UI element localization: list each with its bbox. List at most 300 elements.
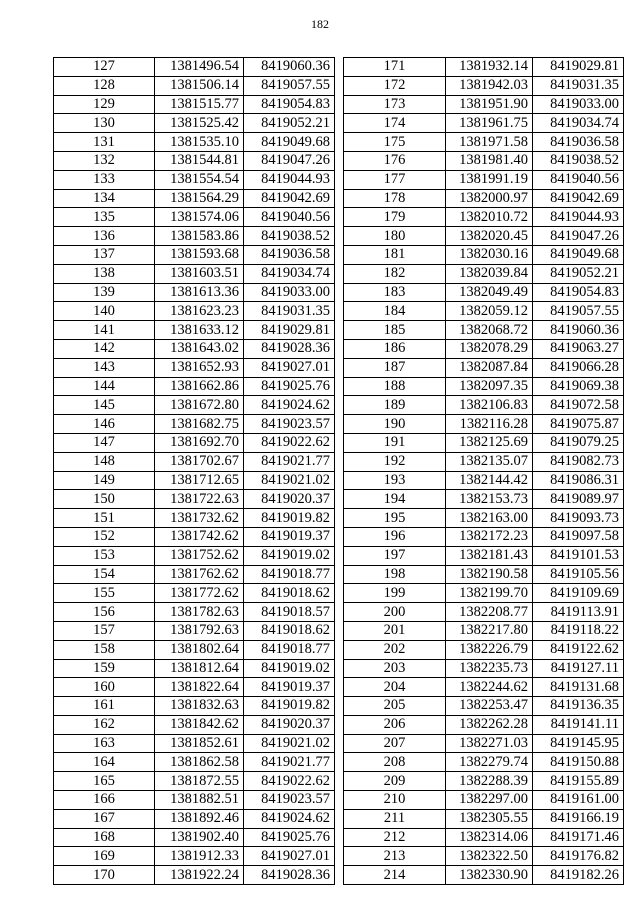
y-coordinate-cell: 8419049.68 <box>244 133 335 152</box>
table-row <box>344 828 624 847</box>
x-coordinate-cell: 1382190.58 <box>446 565 533 584</box>
point-number-cell: 213 <box>344 847 446 866</box>
table-row <box>344 565 624 584</box>
x-coordinate-cell: 1382217.80 <box>446 621 533 640</box>
x-coordinate-cell: 1382153.73 <box>446 490 533 509</box>
y-coordinate-cell: 8419052.21 <box>533 264 624 283</box>
x-coordinate-cell: 1382116.28 <box>446 415 533 434</box>
y-coordinate-cell: 8419166.19 <box>533 809 624 828</box>
y-coordinate-cell: 8419020.37 <box>244 715 335 734</box>
y-coordinate-cell: 8419063.27 <box>533 339 624 358</box>
x-coordinate-cell: 1382330.90 <box>446 866 533 885</box>
y-coordinate-cell: 8419069.38 <box>533 377 624 396</box>
point-number-cell: 159 <box>54 659 155 678</box>
point-number-cell: 170 <box>54 866 155 885</box>
x-coordinate-cell: 1382020.45 <box>446 227 533 246</box>
table-row <box>54 791 335 810</box>
table-row <box>344 415 624 434</box>
x-coordinate-cell: 1381732.62 <box>155 509 244 528</box>
table-row <box>344 245 624 264</box>
x-coordinate-cell: 1382235.73 <box>446 659 533 678</box>
x-coordinate-cell: 1381902.40 <box>155 828 244 847</box>
point-number-cell: 163 <box>54 734 155 753</box>
y-coordinate-cell: 8419019.37 <box>244 678 335 697</box>
table-row <box>54 264 335 283</box>
x-coordinate-cell: 1382030.16 <box>446 245 533 264</box>
table-row <box>344 76 624 95</box>
table-row <box>344 321 624 340</box>
table-row <box>344 264 624 283</box>
point-number-cell: 147 <box>54 433 155 452</box>
table-row <box>54 565 335 584</box>
y-coordinate-cell: 8419022.62 <box>244 772 335 791</box>
y-coordinate-cell: 8419036.58 <box>533 133 624 152</box>
y-coordinate-cell: 8419182.26 <box>533 866 624 885</box>
point-number-cell: 142 <box>54 339 155 358</box>
point-number-cell: 173 <box>344 95 446 114</box>
x-coordinate-cell: 1382039.84 <box>446 264 533 283</box>
y-coordinate-cell: 8419040.56 <box>533 170 624 189</box>
x-coordinate-cell: 1382262.28 <box>446 715 533 734</box>
y-coordinate-cell: 8419025.76 <box>244 377 335 396</box>
y-coordinate-cell: 8419029.81 <box>244 321 335 340</box>
point-number-cell: 152 <box>54 527 155 546</box>
table-row <box>54 396 335 415</box>
point-number-cell: 166 <box>54 791 155 810</box>
table-row <box>54 189 335 208</box>
point-number-cell: 134 <box>54 189 155 208</box>
point-number-cell: 168 <box>54 828 155 847</box>
x-coordinate-cell: 1382172.23 <box>446 527 533 546</box>
table-row <box>344 227 624 246</box>
table-row <box>344 847 624 866</box>
table-row <box>54 208 335 227</box>
point-number-cell: 206 <box>344 715 446 734</box>
y-coordinate-cell: 8419047.26 <box>533 227 624 246</box>
table-row <box>344 114 624 133</box>
y-coordinate-cell: 8419021.02 <box>244 471 335 490</box>
table-row <box>344 659 624 678</box>
y-coordinate-cell: 8419097.58 <box>533 527 624 546</box>
point-number-cell: 207 <box>344 734 446 753</box>
x-coordinate-cell: 1382078.29 <box>446 339 533 358</box>
y-coordinate-cell: 8419052.21 <box>244 114 335 133</box>
point-number-cell: 137 <box>54 245 155 264</box>
x-coordinate-cell: 1382181.43 <box>446 546 533 565</box>
y-coordinate-cell: 8419044.93 <box>244 170 335 189</box>
x-coordinate-cell: 1381872.55 <box>155 772 244 791</box>
x-coordinate-cell: 1381812.64 <box>155 659 244 678</box>
point-number-cell: 183 <box>344 283 446 302</box>
point-number-cell: 165 <box>54 772 155 791</box>
x-coordinate-cell: 1381752.62 <box>155 546 244 565</box>
point-number-cell: 156 <box>54 603 155 622</box>
table-row <box>54 809 335 828</box>
point-number-cell: 146 <box>54 415 155 434</box>
x-coordinate-cell: 1382322.50 <box>446 847 533 866</box>
y-coordinate-cell: 8419024.62 <box>244 809 335 828</box>
x-coordinate-cell: 1381772.62 <box>155 584 244 603</box>
x-coordinate-cell: 1381822.64 <box>155 678 244 697</box>
point-number-cell: 132 <box>54 151 155 170</box>
x-coordinate-cell: 1381722.63 <box>155 490 244 509</box>
y-coordinate-cell: 8419109.69 <box>533 584 624 603</box>
table-row <box>344 753 624 772</box>
point-number-cell: 139 <box>54 283 155 302</box>
x-coordinate-cell: 1381932.14 <box>446 58 533 77</box>
table-row <box>54 76 335 95</box>
y-coordinate-cell: 8419036.58 <box>244 245 335 264</box>
x-coordinate-cell: 1381961.75 <box>446 114 533 133</box>
table-row <box>54 659 335 678</box>
y-coordinate-cell: 8419060.36 <box>244 58 335 77</box>
table-row <box>54 95 335 114</box>
x-coordinate-cell: 1381623.23 <box>155 302 244 321</box>
x-coordinate-cell: 1381842.62 <box>155 715 244 734</box>
point-number-cell: 144 <box>54 377 155 396</box>
y-coordinate-cell: 8419057.55 <box>244 76 335 95</box>
x-coordinate-cell: 1381712.65 <box>155 471 244 490</box>
point-number-cell: 194 <box>344 490 446 509</box>
table-row <box>54 302 335 321</box>
table-row <box>54 452 335 471</box>
x-coordinate-cell: 1381672.80 <box>155 396 244 415</box>
y-coordinate-cell: 8419044.93 <box>533 208 624 227</box>
x-coordinate-cell: 1382049.49 <box>446 283 533 302</box>
y-coordinate-cell: 8419049.68 <box>533 245 624 264</box>
table-row <box>54 584 335 603</box>
table-row <box>54 527 335 546</box>
point-number-cell: 184 <box>344 302 446 321</box>
x-coordinate-cell: 1382010.72 <box>446 208 533 227</box>
table-row <box>344 283 624 302</box>
point-number-cell: 158 <box>54 640 155 659</box>
table-row <box>344 358 624 377</box>
table-row <box>344 809 624 828</box>
point-number-cell: 201 <box>344 621 446 640</box>
point-number-cell: 196 <box>344 527 446 546</box>
y-coordinate-cell: 8419019.82 <box>244 509 335 528</box>
y-coordinate-cell: 8419027.01 <box>244 358 335 377</box>
point-number-cell: 169 <box>54 847 155 866</box>
point-number-cell: 204 <box>344 678 446 697</box>
point-number-cell: 208 <box>344 753 446 772</box>
y-coordinate-cell: 8419082.73 <box>533 452 624 471</box>
y-coordinate-cell: 8419086.31 <box>533 471 624 490</box>
y-coordinate-cell: 8419047.26 <box>244 151 335 170</box>
x-coordinate-cell: 1382059.12 <box>446 302 533 321</box>
x-coordinate-cell: 1382305.55 <box>446 809 533 828</box>
x-coordinate-cell: 1381892.46 <box>155 809 244 828</box>
y-coordinate-cell: 8419038.52 <box>533 151 624 170</box>
y-coordinate-cell: 8419072.58 <box>533 396 624 415</box>
point-number-cell: 212 <box>344 828 446 847</box>
x-coordinate-cell: 1381832.63 <box>155 697 244 716</box>
y-coordinate-cell: 8419089.97 <box>533 490 624 509</box>
x-coordinate-cell: 1381702.67 <box>155 452 244 471</box>
table-row <box>344 734 624 753</box>
table-row <box>344 95 624 114</box>
point-number-cell: 176 <box>344 151 446 170</box>
y-coordinate-cell: 8419042.69 <box>244 189 335 208</box>
x-coordinate-cell: 1382068.72 <box>446 321 533 340</box>
coordinates-table-left <box>53 57 335 885</box>
table-row <box>344 471 624 490</box>
table-row <box>344 58 624 77</box>
table-row <box>344 170 624 189</box>
point-number-cell: 182 <box>344 264 446 283</box>
x-coordinate-cell: 1381613.36 <box>155 283 244 302</box>
y-coordinate-cell: 8419019.82 <box>244 697 335 716</box>
y-coordinate-cell: 8419018.77 <box>244 565 335 584</box>
table-row <box>344 509 624 528</box>
table-row <box>344 396 624 415</box>
x-coordinate-cell: 1382087.84 <box>446 358 533 377</box>
y-coordinate-cell: 8419033.00 <box>533 95 624 114</box>
y-coordinate-cell: 8419023.57 <box>244 415 335 434</box>
x-coordinate-cell: 1382163.00 <box>446 509 533 528</box>
y-coordinate-cell: 8419150.88 <box>533 753 624 772</box>
y-coordinate-cell: 8419054.83 <box>533 283 624 302</box>
x-coordinate-cell: 1381633.12 <box>155 321 244 340</box>
y-coordinate-cell: 8419022.62 <box>244 433 335 452</box>
table-row <box>344 621 624 640</box>
point-number-cell: 179 <box>344 208 446 227</box>
table-row <box>54 847 335 866</box>
y-coordinate-cell: 8419031.35 <box>533 76 624 95</box>
table-row <box>54 603 335 622</box>
table-row <box>54 358 335 377</box>
point-number-cell: 143 <box>54 358 155 377</box>
point-number-cell: 199 <box>344 584 446 603</box>
table-row <box>54 490 335 509</box>
table-row <box>54 471 335 490</box>
x-coordinate-cell: 1382279.74 <box>446 753 533 772</box>
point-number-cell: 135 <box>54 208 155 227</box>
x-coordinate-cell: 1381506.14 <box>155 76 244 95</box>
point-number-cell: 185 <box>344 321 446 340</box>
point-number-cell: 193 <box>344 471 446 490</box>
x-coordinate-cell: 1381603.51 <box>155 264 244 283</box>
table-row <box>54 828 335 847</box>
x-coordinate-cell: 1381971.58 <box>446 133 533 152</box>
table-row <box>344 302 624 321</box>
table-row <box>344 603 624 622</box>
y-coordinate-cell: 8419118.22 <box>533 621 624 640</box>
x-coordinate-cell: 1382297.00 <box>446 791 533 810</box>
table-row <box>54 170 335 189</box>
table-row <box>54 772 335 791</box>
y-coordinate-cell: 8419161.00 <box>533 791 624 810</box>
point-number-cell: 161 <box>54 697 155 716</box>
y-coordinate-cell: 8419101.53 <box>533 546 624 565</box>
x-coordinate-cell: 1381942.03 <box>446 76 533 95</box>
point-number-cell: 172 <box>344 76 446 95</box>
y-coordinate-cell: 8419105.56 <box>533 565 624 584</box>
table-row <box>344 189 624 208</box>
table-row <box>344 452 624 471</box>
x-coordinate-cell: 1381782.63 <box>155 603 244 622</box>
x-coordinate-cell: 1381535.10 <box>155 133 244 152</box>
x-coordinate-cell: 1381951.90 <box>446 95 533 114</box>
x-coordinate-cell: 1381554.54 <box>155 170 244 189</box>
x-coordinate-cell: 1381991.19 <box>446 170 533 189</box>
point-number-cell: 150 <box>54 490 155 509</box>
table-row <box>54 433 335 452</box>
point-number-cell: 171 <box>344 58 446 77</box>
table-row <box>344 772 624 791</box>
point-number-cell: 133 <box>54 170 155 189</box>
table-row <box>344 339 624 358</box>
y-coordinate-cell: 8419040.56 <box>244 208 335 227</box>
point-number-cell: 151 <box>54 509 155 528</box>
table-row <box>54 715 335 734</box>
point-number-cell: 205 <box>344 697 446 716</box>
point-number-cell: 154 <box>54 565 155 584</box>
point-number-cell: 157 <box>54 621 155 640</box>
y-coordinate-cell: 8419019.02 <box>244 546 335 565</box>
x-coordinate-cell: 1381862.58 <box>155 753 244 772</box>
table-row <box>54 866 335 885</box>
point-number-cell: 197 <box>344 546 446 565</box>
table-row <box>54 227 335 246</box>
x-coordinate-cell: 1382097.35 <box>446 377 533 396</box>
x-coordinate-cell: 1381682.75 <box>155 415 244 434</box>
point-number-cell: 160 <box>54 678 155 697</box>
x-coordinate-cell: 1382125.69 <box>446 433 533 452</box>
y-coordinate-cell: 8419028.36 <box>244 339 335 358</box>
point-number-cell: 202 <box>344 640 446 659</box>
y-coordinate-cell: 8419176.82 <box>533 847 624 866</box>
y-coordinate-cell: 8419031.35 <box>244 302 335 321</box>
y-coordinate-cell: 8419131.68 <box>533 678 624 697</box>
x-coordinate-cell: 1382135.07 <box>446 452 533 471</box>
point-number-cell: 190 <box>344 415 446 434</box>
y-coordinate-cell: 8419042.69 <box>533 189 624 208</box>
point-number-cell: 129 <box>54 95 155 114</box>
table-row <box>54 678 335 697</box>
table-row <box>54 621 335 640</box>
x-coordinate-cell: 1381692.70 <box>155 433 244 452</box>
x-coordinate-cell: 1381802.64 <box>155 640 244 659</box>
page-number: 182 <box>311 17 329 31</box>
x-coordinate-cell: 1381652.93 <box>155 358 244 377</box>
table-row <box>54 321 335 340</box>
y-coordinate-cell: 8419023.57 <box>244 791 335 810</box>
table-row <box>54 753 335 772</box>
x-coordinate-cell: 1382253.47 <box>446 697 533 716</box>
y-coordinate-cell: 8419038.52 <box>244 227 335 246</box>
x-coordinate-cell: 1381525.42 <box>155 114 244 133</box>
x-coordinate-cell: 1382000.97 <box>446 189 533 208</box>
y-coordinate-cell: 8419019.37 <box>244 527 335 546</box>
point-number-cell: 191 <box>344 433 446 452</box>
y-coordinate-cell: 8419155.89 <box>533 772 624 791</box>
x-coordinate-cell: 1381762.62 <box>155 565 244 584</box>
point-number-cell: 131 <box>54 133 155 152</box>
y-coordinate-cell: 8419021.77 <box>244 753 335 772</box>
point-number-cell: 162 <box>54 715 155 734</box>
y-coordinate-cell: 8419028.36 <box>244 866 335 885</box>
x-coordinate-cell: 1381574.06 <box>155 208 244 227</box>
y-coordinate-cell: 8419021.02 <box>244 734 335 753</box>
table-row <box>54 640 335 659</box>
table-row <box>344 584 624 603</box>
point-number-cell: 148 <box>54 452 155 471</box>
table-row <box>54 734 335 753</box>
y-coordinate-cell: 8419018.77 <box>244 640 335 659</box>
x-coordinate-cell: 1381922.24 <box>155 866 244 885</box>
x-coordinate-cell: 1382199.70 <box>446 584 533 603</box>
point-number-cell: 178 <box>344 189 446 208</box>
x-coordinate-cell: 1381662.86 <box>155 377 244 396</box>
table-row <box>54 339 335 358</box>
point-number-cell: 164 <box>54 753 155 772</box>
point-number-cell: 180 <box>344 227 446 246</box>
y-coordinate-cell: 8419019.02 <box>244 659 335 678</box>
coordinates-table-right <box>343 57 624 885</box>
y-coordinate-cell: 8419018.62 <box>244 584 335 603</box>
x-coordinate-cell: 1382106.83 <box>446 396 533 415</box>
point-number-cell: 198 <box>344 565 446 584</box>
y-coordinate-cell: 8419021.77 <box>244 452 335 471</box>
point-number-cell: 203 <box>344 659 446 678</box>
table-row <box>344 208 624 227</box>
point-number-cell: 140 <box>54 302 155 321</box>
table-row <box>344 791 624 810</box>
y-coordinate-cell: 8419113.91 <box>533 603 624 622</box>
point-number-cell: 138 <box>54 264 155 283</box>
point-number-cell: 174 <box>344 114 446 133</box>
x-coordinate-cell: 1381852.61 <box>155 734 244 753</box>
x-coordinate-cell: 1382144.42 <box>446 471 533 490</box>
y-coordinate-cell: 8419136.35 <box>533 697 624 716</box>
x-coordinate-cell: 1382288.39 <box>446 772 533 791</box>
table-row <box>344 715 624 734</box>
table-row <box>344 697 624 716</box>
table-row <box>54 245 335 264</box>
point-number-cell: 141 <box>54 321 155 340</box>
point-number-cell: 149 <box>54 471 155 490</box>
x-coordinate-cell: 1381981.40 <box>446 151 533 170</box>
y-coordinate-cell: 8419025.76 <box>244 828 335 847</box>
point-number-cell: 130 <box>54 114 155 133</box>
y-coordinate-cell: 8419033.00 <box>244 283 335 302</box>
x-coordinate-cell: 1381583.86 <box>155 227 244 246</box>
point-number-cell: 189 <box>344 396 446 415</box>
point-number-cell: 177 <box>344 170 446 189</box>
y-coordinate-cell: 8419054.83 <box>244 95 335 114</box>
table-row <box>54 283 335 302</box>
table-row <box>344 546 624 565</box>
point-number-cell: 186 <box>344 339 446 358</box>
x-coordinate-cell: 1382244.62 <box>446 678 533 697</box>
table-row <box>344 866 624 885</box>
x-coordinate-cell: 1381912.33 <box>155 847 244 866</box>
x-coordinate-cell: 1382208.77 <box>446 603 533 622</box>
point-number-cell: 200 <box>344 603 446 622</box>
point-number-cell: 167 <box>54 809 155 828</box>
table-row <box>344 640 624 659</box>
point-number-cell: 195 <box>344 509 446 528</box>
x-coordinate-cell: 1381496.54 <box>155 58 244 77</box>
point-number-cell: 136 <box>54 227 155 246</box>
y-coordinate-cell: 8419018.57 <box>244 603 335 622</box>
x-coordinate-cell: 1381742.62 <box>155 527 244 546</box>
point-number-cell: 211 <box>344 809 446 828</box>
point-number-cell: 181 <box>344 245 446 264</box>
table-row <box>344 490 624 509</box>
